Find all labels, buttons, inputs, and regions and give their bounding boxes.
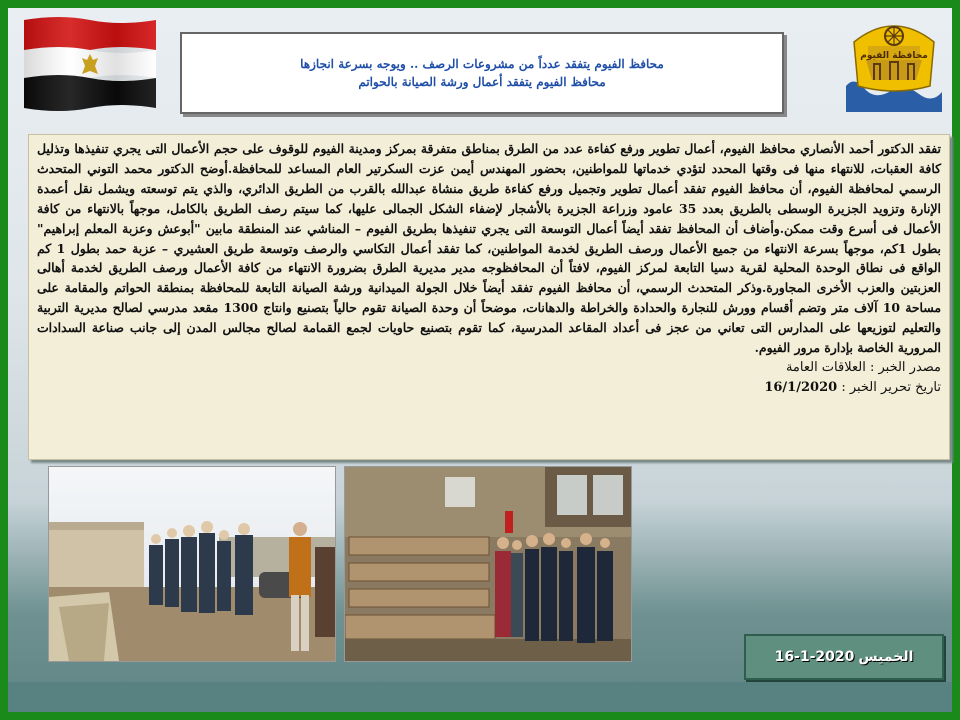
article-date-label: تاريخ تحرير الخبر : [841,379,941,395]
slide [8,8,952,712]
article-source: مصدر الخبر : العلاقات العامة [785,359,941,375]
badge-date: 16-1-2020 [774,649,855,665]
article-box [28,134,950,460]
date-badge [744,634,944,680]
egypt-flag-image [20,14,158,112]
badge-day: الخميس [858,649,914,665]
governorate-logo [844,16,944,116]
waterwheel-icon [885,27,903,45]
article-date-line [37,378,941,398]
article-body: تفقد الدكتور أحمد الأنصاري محافظ الفيوم، أعمال تطوير ورفع كفاءة عدد من الطرق بمناطق متفرقة بمركز ومدينة الفيوم للوقوف على حجم الأعمال التى يجري تنفيذها وتذليل كافة العقبات، للانتهاء منها فى وقتها المحدد لتؤدي خدماتها للمواطنين، بحضور المهندس أيمن عزت السكرتير العام المساعد للمحافظة.أوضح الدكتور محمد التوني المتحدث الرسمي لمحافظة الفيوم، أن محافظ الفيوم تفقد أعمال تطوير وتجميل ورفع كفاءة طريق منشاة عبدالله بالقرب من الطريق الدائري، والذي يتم توسعته ويشمل نقل أعمدة الإنارة وتزويد الجزيرة الوسطى بالطريق بعدد 35 عامود وزراعة الجزيرة بالأشجار لإضفاء الشكل الجمالى عليها، كما سيتم رصف الطريق بالكامل، موجهاً بالانتهاء من كافة الأعمال فى أسرع وقت ممكن.وأضاف أن المحافظ تفقد أيضاً أعمال التوسعة التى يجري تنفيذها بطريق الفيوم – المناشي عند المنطقة مابين "أبوعش وعزبة المعلم إبراهيم" بطول 1كم، موجهاً بسرعة الانتهاء من جميع الأعمال ورصف الطريق لخدمة المواطنين، كما تفقد أعمال التكاسي والرصف وتوسعة طريق العشيري – عزبة حمد بطول 1 كم الواقع فى نطاق الوحدة المحلية لقرية دسيا التابعة لمركز الفيوم، لافتاً أن المحافظوجه مدير مديرية الطرق بضرورة الانتهاء من كافة الأعمال ورصف الطريق لخدمة أهالى العزبتين والعزب الأخرى المجاورة.وذكر المتحدث الرسمي، أن محافظ الفيوم تفقد أيضاً خلال الجولة الميدانية ورشة الصيانة التابعة للمحافظة بمنطقة الحواتم والمقامة على مساحة 10 آلاف متر وتضم أقسام وورش للنجارة والحدادة والخراطة والدهانات، موضحاً أن وحدة الصيانة تقوم حالياً بتصنيع وانتاج 1300 مقعد مدرسي لصالح مديرية التربية والتعليم لتوزيعها على المدارس التى تعاني من عجز فى أعداد المقاعد المدرسية، كما تقوم بتصنيع حاويات لجمع القمامة لصالح مجالس المدن إلى جانب صناعة السدادات المرورية الخاصة بإدارة مرور الفيوم. [37,141,941,356]
subheadline: محافظ الفيوم يتفقد أعمال ورشة الصيانة بالحواتم [358,75,606,89]
title-box [180,32,784,114]
article-date-value: 16/1/2020 [764,379,838,395]
workshop-photo [344,466,632,662]
headline: محافظ الفيوم يتفقد عدداً من مشروعات الرصف .. ويوجه بسرعة انجازها [300,57,664,71]
footer-bar [8,682,952,712]
logo-text: محافظة الفيوم [860,51,928,61]
road-inspection-photo [48,466,336,662]
